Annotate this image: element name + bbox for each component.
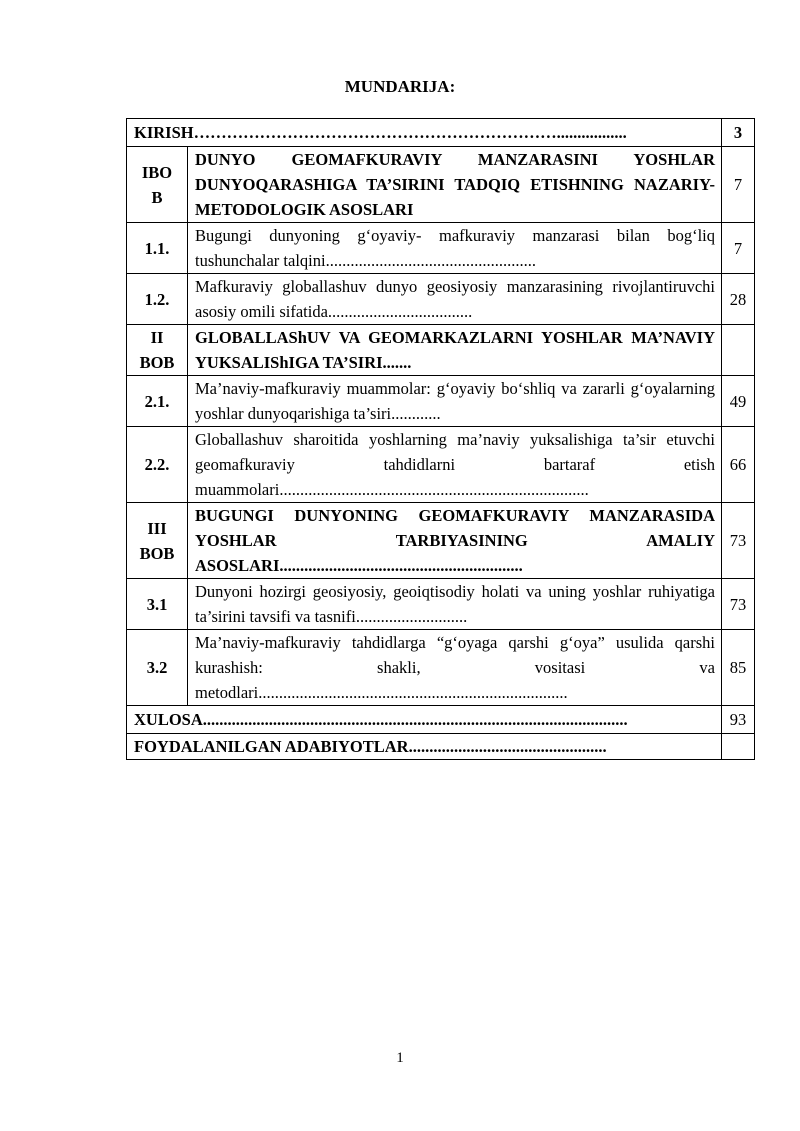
page-title: MUNDARIJA:	[344, 77, 456, 96]
toc-section-number	[127, 325, 188, 376]
toc-section-number: 3.2	[127, 630, 188, 706]
toc-page-number: 85	[722, 630, 755, 706]
toc-row-chapter-2	[127, 325, 755, 376]
toc-section-number: 1.1.	[127, 223, 188, 274]
toc-row-chapter-3	[127, 503, 755, 579]
toc-row-1-1	[127, 223, 755, 274]
toc-entry-text: Dunyoni hozirgi geosiyosiy, geoiqtisodiy holati va uning yoshlar ruhiyatiga ta’sirini tavsifi va tasnifi...........................	[188, 579, 722, 630]
toc-section-number: 1.2.	[127, 274, 188, 325]
toc-entry-text: FOYDALANILGAN ADABIYOTLAR................................................	[127, 734, 722, 760]
toc-page-number: 49	[722, 376, 755, 427]
toc-section-number: 3.1	[127, 579, 188, 630]
toc-row-xulosa	[127, 706, 755, 734]
toc-entry-text: Bugungi dunyoning g‘oyaviy- mafkuraviy manzarasi bilan bog‘liq tushunchalar talqini...................................................	[188, 223, 722, 274]
toc-section-number	[127, 147, 188, 223]
toc-entry-text: KIRISH………………………………………………………….................	[127, 119, 722, 147]
toc-row-2-1	[127, 376, 755, 427]
toc-entry-text: XULOSA.......................................................................................................	[127, 706, 722, 734]
toc-page-number	[722, 325, 755, 376]
section-number-label: III BOB	[139, 518, 175, 563]
toc-page-number: 93	[722, 706, 755, 734]
toc-row-chapter-1	[127, 147, 755, 223]
toc-row-kirish	[127, 119, 755, 147]
toc-page-number	[722, 734, 755, 760]
table-of-contents	[126, 118, 755, 760]
toc-page-number: 7	[722, 147, 755, 223]
toc-entry-text: GLOBALLAShUV VA GEOMARKAZLARNI YOSHLAR MA’NAVIY YUKSALIShIGA TA’SIRI.......	[188, 325, 722, 376]
toc-entry-text: Ma’naviy-mafkuraviy muammolar: g‘oyaviy bo‘shliq va zararli g‘oyalarning yoshlar dunyoqarishiga ta’siri............	[188, 376, 722, 427]
toc-row-1-2	[127, 274, 755, 325]
toc-entry-text: Mafkuraviy globallashuv dunyo geosiyosiy manzarasining rivojlantiruvchi asosiy omili sifatida...................................	[188, 274, 722, 325]
toc-section-number: 2.2.	[127, 427, 188, 503]
toc-page-number: 73	[722, 579, 755, 630]
toc-section-number	[127, 503, 188, 579]
toc-page-number: 3	[722, 119, 755, 147]
page-number: 1	[396, 1050, 404, 1066]
toc-row-2-2	[127, 427, 755, 503]
toc-entry-text: Ma’naviy-mafkuraviy tahdidlarga “g‘oyaga qarshi g‘oya” usulida qarshi kurashish: shakli, vositasi va metodlari...........................................................................	[188, 630, 722, 706]
section-number-label: IBO B	[141, 162, 173, 207]
toc-entry-text: BUGUNGI DUNYONING GEOMAFKURAVIY MANZARASIDA YOSHLAR TARBIYASINING AMALIY ASOSLARI...........................................................	[188, 503, 722, 579]
toc-entry-text: DUNYO GEOMAFKURAVIY MANZARASINI YOSHLAR DUNYOQARASHIGA TA’SIRINI TADQIQ ETISHNING NAZARIY-METODOLOGIK ASOSLARI	[188, 147, 722, 223]
toc-row-3-2	[127, 630, 755, 706]
toc-section-number: 2.1.	[127, 376, 188, 427]
toc-page-number: 66	[722, 427, 755, 503]
toc-row-3-1	[127, 579, 755, 630]
toc-entry-text: Globallashuv sharoitida yoshlarning ma’naviy yuksalishiga ta’sir etuvchi geomafkuraviy tahdidlarni bartaraf etish muammolari...........................................................................	[188, 427, 722, 503]
toc-page-number: 73	[722, 503, 755, 579]
toc-page-number: 7	[722, 223, 755, 274]
section-number-label: II BOB	[139, 328, 175, 372]
toc-row-bibliography	[127, 734, 755, 760]
toc-page-number: 28	[722, 274, 755, 325]
